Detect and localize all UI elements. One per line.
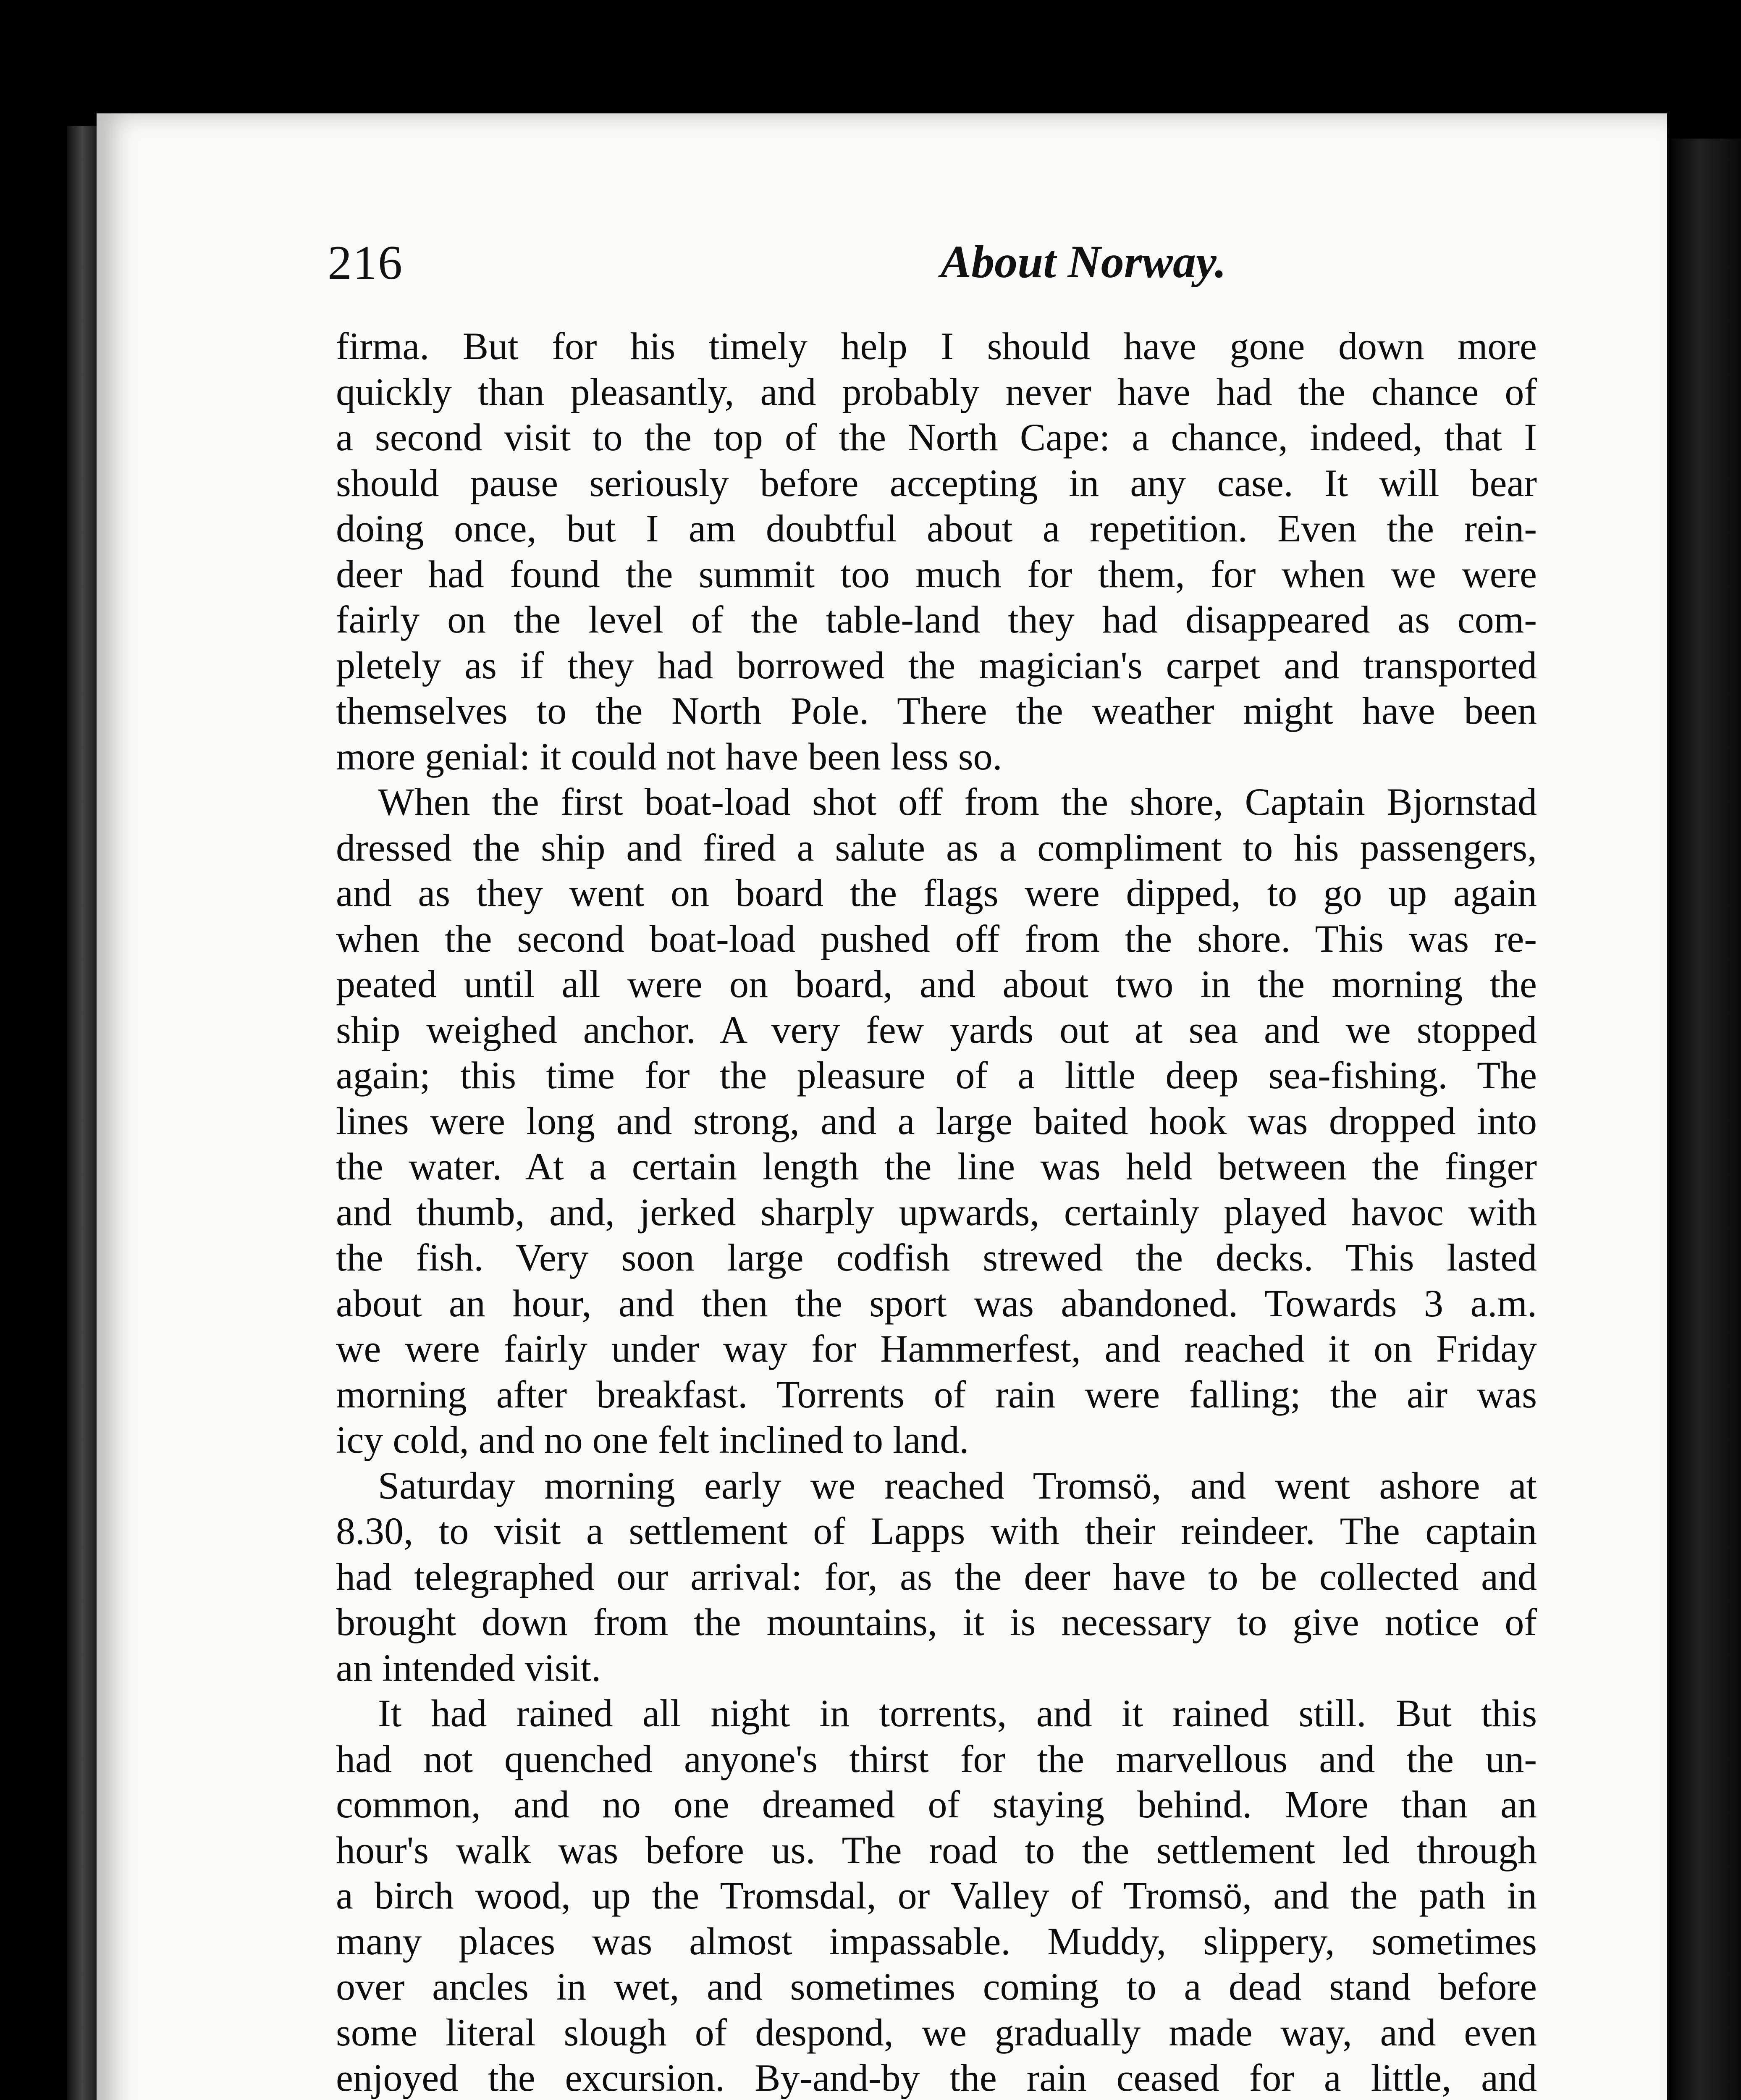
paragraph: [336, 779, 1537, 1463]
running-title: About Norway.: [940, 236, 1227, 287]
text-line: a birch wood, up the Tromsdal, or Valley of Tromsö, and the path in: [336, 1874, 1537, 1917]
facing-page-edge: [1671, 139, 1741, 2100]
text-line: hour's walk was before us. The road to the settlement led through: [336, 1828, 1537, 1872]
text-line: When the first boat-load shot off from the shore, Captain Bjornstad: [378, 780, 1537, 823]
text-line: themselves to the North Pole. There the weather might have been: [336, 689, 1537, 732]
text-line: common, and no one dreamed of staying behind. More than an: [336, 1783, 1537, 1826]
text-line: fairly on the level of the table-land they had disappeared as com-: [336, 598, 1537, 641]
page-header: [328, 235, 1537, 307]
text-line: It had rained all night in torrents, and it rained still. But this: [378, 1692, 1537, 1735]
text-line: enjoyed the excursion. By-and-by the rain ceased for a little, and: [336, 2056, 1537, 2099]
text-line: firma. But for his timely help I should have gone down more: [336, 325, 1537, 368]
text-line: ship weighed anchor. A very few yards out at sea and we stopped: [336, 1008, 1537, 1051]
text-line: brought down from the mountains, it is necessary to give notice of: [336, 1601, 1537, 1643]
text-line: an intended visit.: [336, 1646, 601, 1689]
body-text: [336, 323, 1537, 2100]
text-line: deer had found the summit too much for them, for when we were: [336, 552, 1537, 596]
page-number: 216: [328, 236, 403, 290]
text-line: icy cold, and no one felt inclined to land.: [336, 1418, 969, 1461]
text-line: dressed the ship and fired a salute as a compliment to his passengers,: [336, 826, 1537, 869]
text-line: some literal slough of despond, we gradually made way, and even: [336, 2011, 1537, 2054]
text-line: we were fairly under way for Hammerfest, and reached it on Friday: [336, 1327, 1537, 1370]
text-line: Saturday morning early we reached Tromsö, and went ashore at: [378, 1464, 1537, 1507]
text-line: many places was almost impassable. Muddy, slippery, sometimes: [336, 1919, 1537, 1963]
text-line: the fish. Very soon large codfish strewed the decks. This lasted: [336, 1236, 1537, 1279]
text-line: and as they went on board the flags were dipped, to go up again: [336, 872, 1537, 914]
paragraph: [336, 323, 1537, 779]
text-line: the water. At a certain length the line was held between the finger: [336, 1145, 1537, 1188]
text-line: over ancles in wet, and sometimes coming to a dead stand before: [336, 1965, 1537, 2008]
text-line: more genial: it could not have been less so.: [336, 735, 1002, 778]
text-line: quickly than pleasantly, and probably never have had the chance of: [336, 370, 1537, 413]
text-line: peated until all were on board, and about two in the morning the: [336, 963, 1537, 1005]
paragraph: [336, 1463, 1537, 1691]
text-line: a second visit to the top of the North Cape: a chance, indeed, that I: [336, 416, 1537, 459]
text-line: pletely as if they had borrowed the magician's carpet and transported: [336, 643, 1537, 687]
text-line: morning after breakfast. Torrents of rain were falling; the air was: [336, 1373, 1537, 1416]
text-line: doing once, but I am doubtful about a repetition. Even the rein-: [336, 507, 1537, 550]
text-line: and thumb, and, jerked sharply upwards, certainly played havoc with: [336, 1190, 1537, 1234]
text-line: lines were long and strong, and a large baited hook was dropped into: [336, 1099, 1537, 1142]
text-line: should pause seriously before accepting in any case. It will bear: [336, 461, 1537, 504]
paragraph: [336, 1690, 1537, 2100]
text-line: about an hour, and then the sport was abandoned. Towards 3 a.m.: [336, 1281, 1537, 1325]
text-line: again; this time for the pleasure of a little deep sea-fishing. The: [336, 1054, 1537, 1097]
text-line: had not quenched anyone's thirst for the marvellous and the un-: [336, 1737, 1537, 1780]
text-line: had telegraphed our arrival: for, as the deer have to be collected and: [336, 1555, 1537, 1598]
text-line: when the second boat-load pushed off from the shore. This was re-: [336, 917, 1537, 960]
text-line: 8.30, to visit a settlement of Lapps with their reindeer. The captain: [336, 1509, 1537, 1552]
